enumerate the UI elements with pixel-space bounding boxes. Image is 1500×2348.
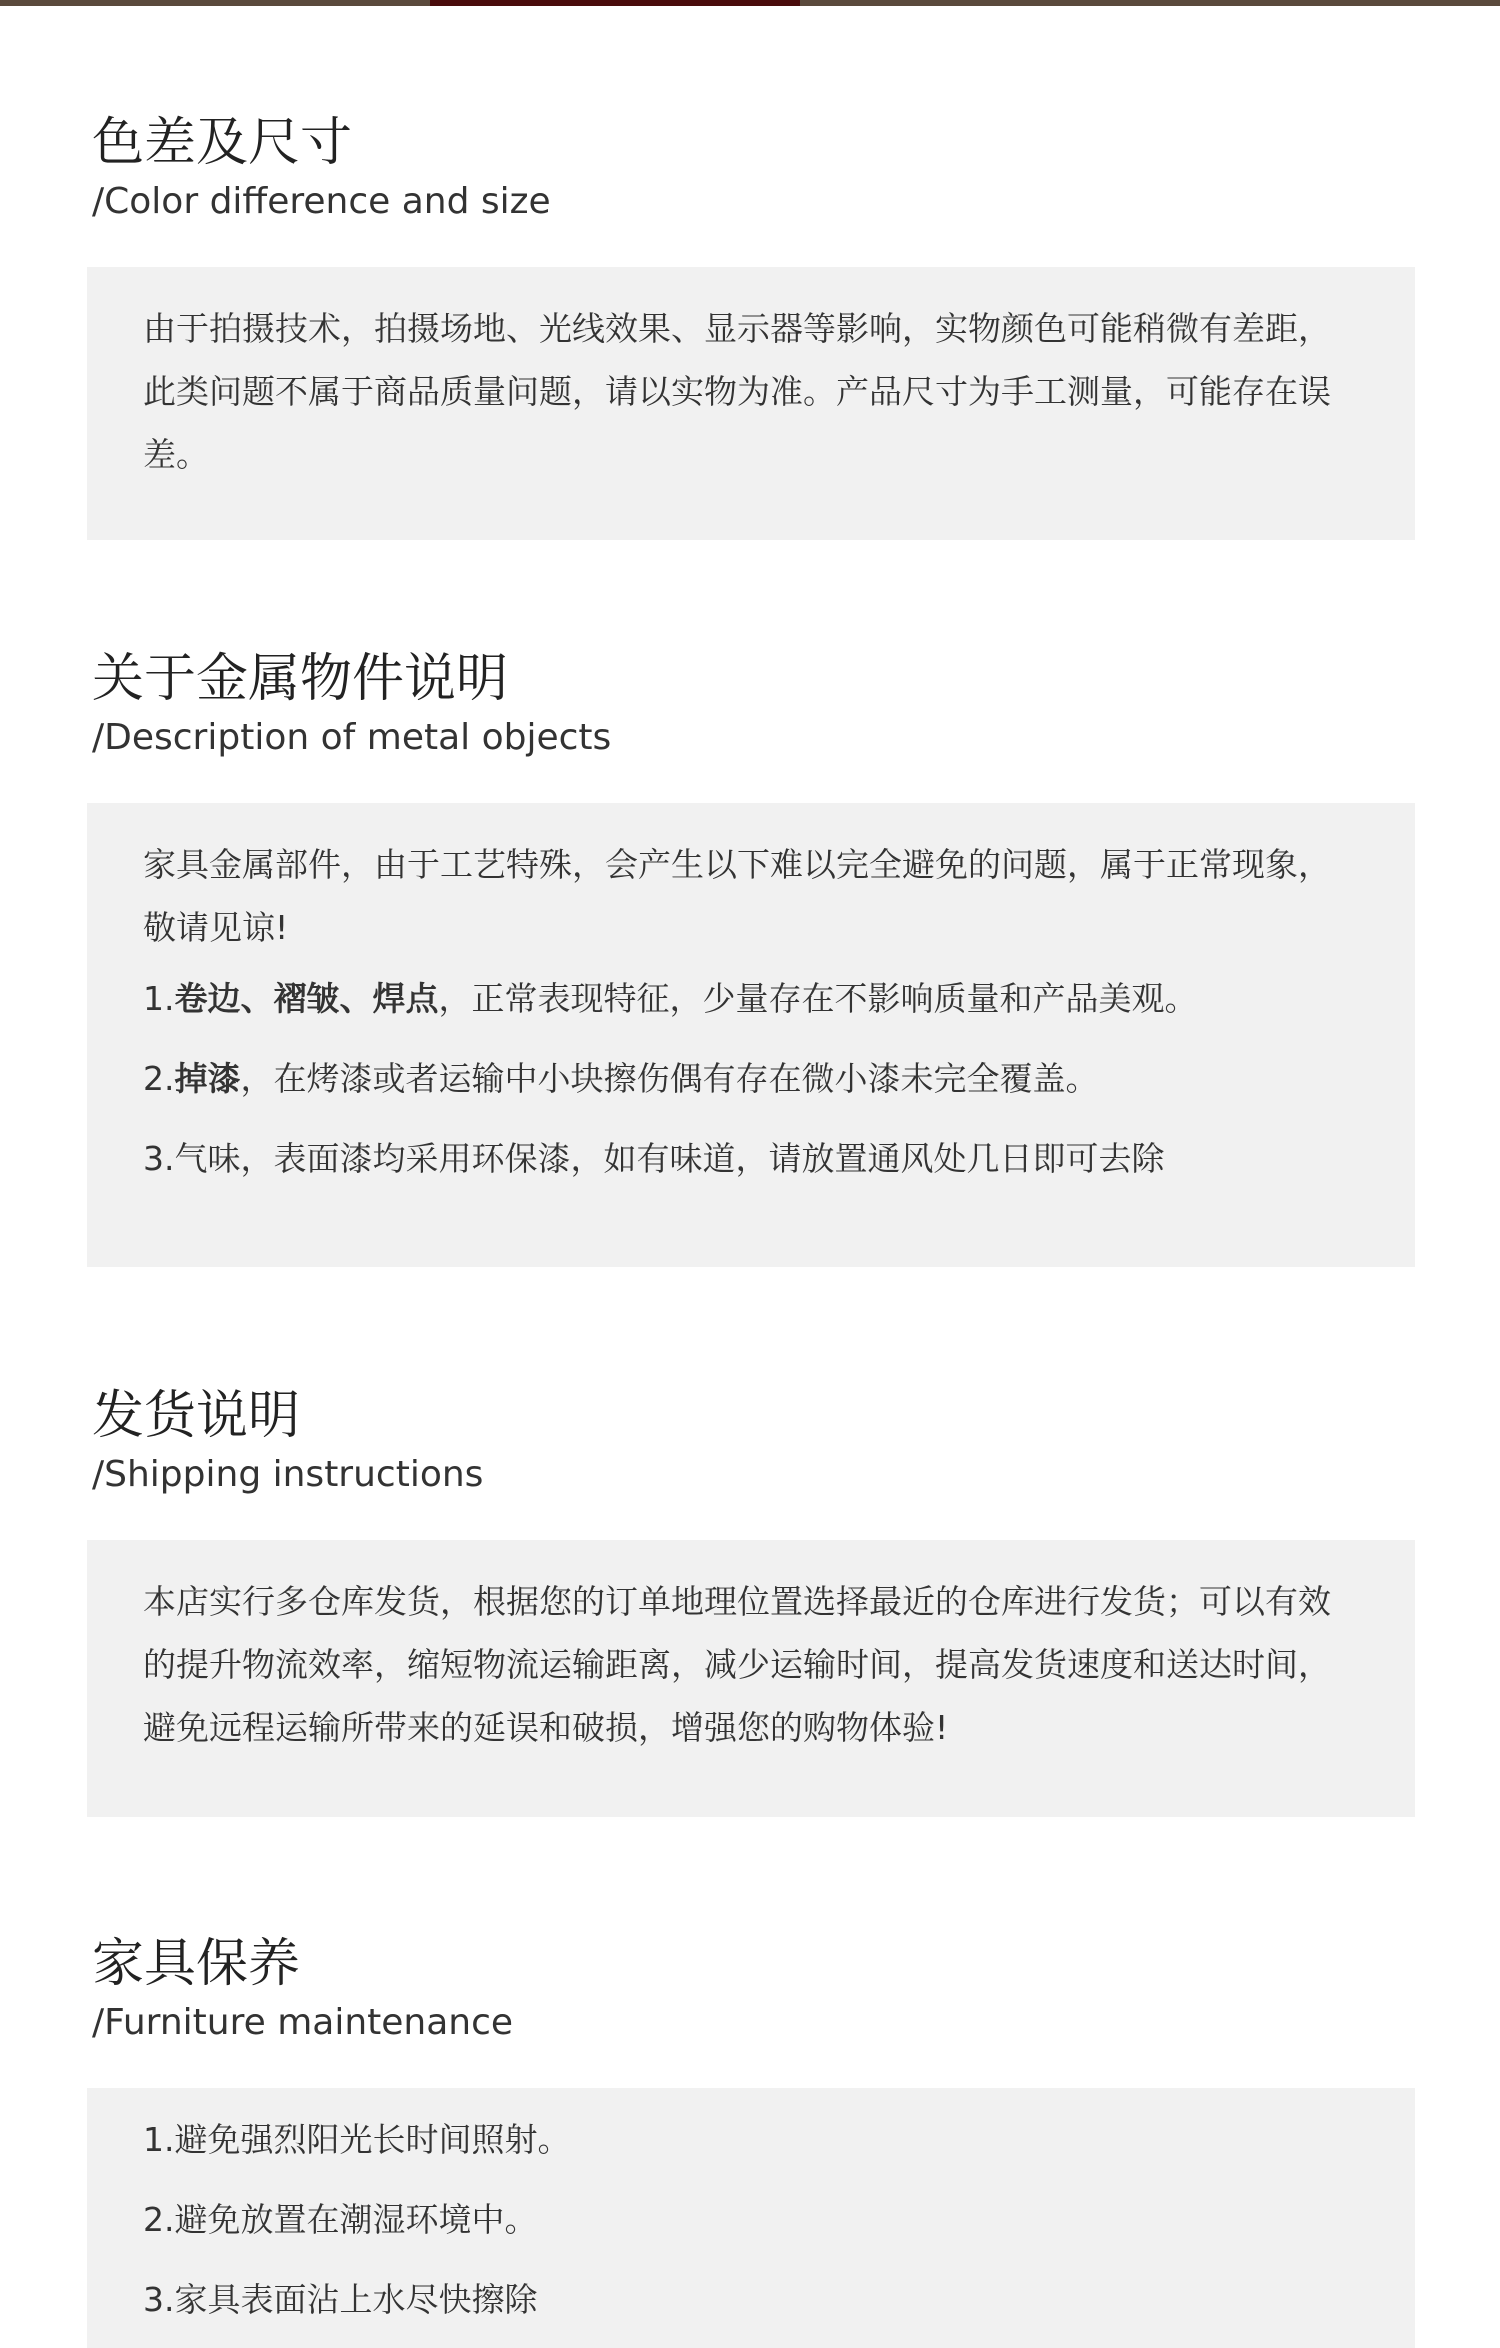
item-keyword: 卷边、褶皱、焊点 [174,979,439,1018]
list-item: 1.避免强烈阳光长时间照射。 [143,2120,571,2159]
section-subtitle: /Color difference and size [92,181,551,222]
section-content-box [87,803,1415,1267]
top-image-edge-accent [430,0,800,6]
item-text: ，正常表现特征，少量存在不影响质量和产品美观。 [438,979,1198,1018]
list-item: 3.家具表面沾上水尽快擦除 [143,2280,538,2319]
section-content-box [87,267,1415,540]
section-title: 家具保养 [92,1934,301,1994]
item-keyword: 气味 [174,1139,241,1178]
section-paragraph: 由于拍摄技术，拍摄场地、光线效果、显示器等影响，实物颜色可能稍微有差距，此类问题不属于商品质量问题，请以实物为准。产品尺寸为手工测量，可能存在误差。 [143,309,1331,474]
section-title: 发货说明 [92,1386,301,1446]
list-item [143,1119,1359,1199]
section-title: 色差及尺寸 [92,113,353,173]
list-item: 2.避免放置在潮湿环境中。 [143,2200,538,2239]
item-number: 3. [143,1139,175,1178]
section-content-box [87,1540,1415,1817]
section-paragraph: 本店实行多仓库发货，根据您的订单地理位置选择最近的仓库进行发货；可以有效的提升物流效率，缩短物流运输距离，减少运输时间，提高发货速度和送达时间，避免远程运输所带来的延误和破损，增强您的购物体验! [143,1582,1331,1747]
section-subtitle: /Description of metal objects [92,717,612,758]
item-keyword: 掉漆 [174,1059,241,1098]
list-item [143,1039,1359,1119]
item-number: 1. [143,979,175,1018]
item-text: ，在烤漆或者运输中小块擦伤偶有存在微小漆未完全覆盖。 [240,1059,1099,1098]
section-paragraph: 家具金属部件，由于工艺特殊，会产生以下难以完全避免的问题，属于正常现象，敬请见谅! [143,845,1331,947]
section-subtitle: /Shipping instructions [92,1454,484,1495]
section-subtitle: /Furniture maintenance [92,2002,514,2043]
section-content-box [87,2088,1415,2348]
item-text: ，表面漆均采用环保漆，如有味道，请放置通风处几日即可去除 [240,1139,1165,1178]
item-number: 2. [143,1059,175,1098]
section-title: 关于金属物件说明 [92,649,509,709]
list-item [143,959,1359,1039]
